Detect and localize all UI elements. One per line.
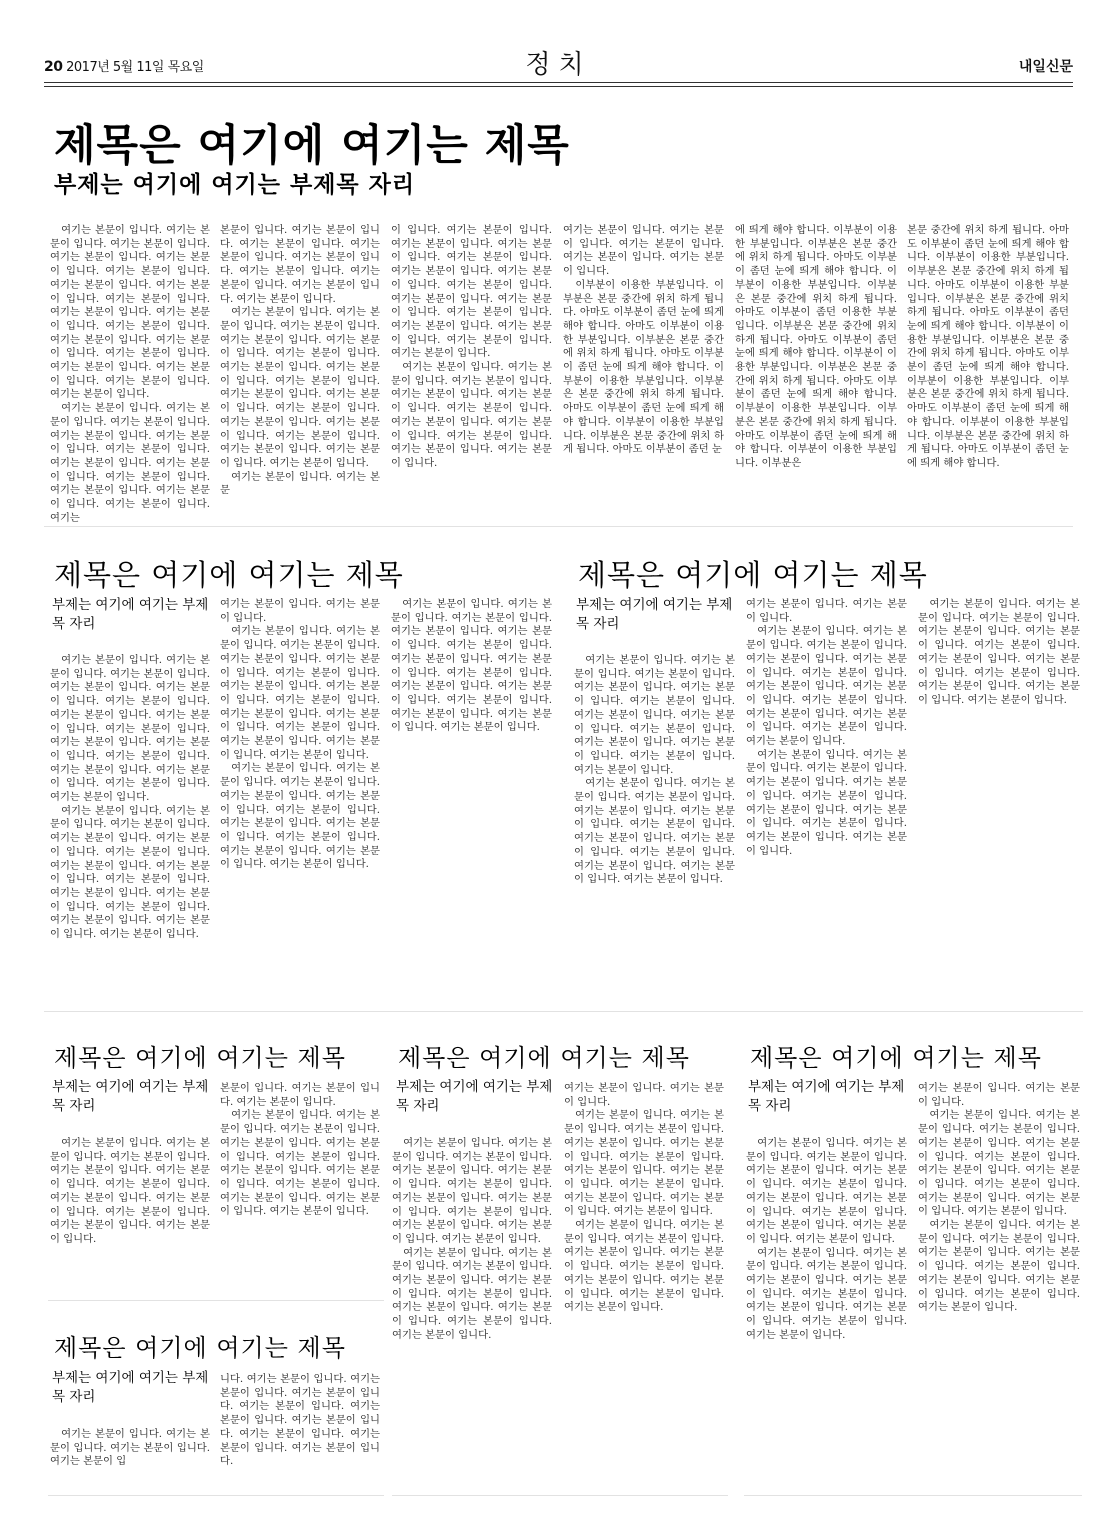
- lead-body-column: 여기는 본문이 입니다. 여기는 본문이 입니다. 여기는 본문이 입니다. 여기는 본문이 입니다. 여기는 본문이 입니다. 여기는 본문이 입니다. 여기는 본문이 입니다. 여기는 본문이 입니다. 여기는 본문이 입니다. 여기는 본문이 입니다. 여기는 본문이 입니다. 여기는 본문이 입니다. 여기는 본문이 입니다. 여기는 본문이 입니다. 여기는 본문이 입니다. 여기는 본문이 입니다. 여기는 본문이 입니다. 여기는 본문이 입니다. 여기는 본문이 입니다. 여기는 본문이 입니다. 여기는 본문이 입니다. 여기는 본문이 입니다. 여기는 본문이 입니다. 여기는 본문이 입니다. 여기는 본문이 입니다. 여기는 본문이 입니다. 여기는 본문이 입니다. 여기는 본문이 입니다. 여기는 본문이 입니다. 여기는 본문이 입니다. 여기는 본문이 입니다. 여기는: [50, 224, 210, 524]
- lead-body-column: 이 입니다. 여기는 본문이 입니다. 여기는 본문이 입니다. 여기는 본문이 입니다. 여기는 본문이 입니다. 여기는 본문이 입니다. 여기는 본문이 입니다. 여기는 본문이 입니다. 여기는 본문이 입니다. 여기는 본문이 입니다. 여기는 본문이 입니다. 여기는 본문이 입니다. 여기는 본문이 입니다. 여기는 본문이 입니다. 여기는 본문이 입니다. 여기는 본문이 입니다. 여기는 본문이 입니다. 여기는 본문이 입니다. 여기는 본문이 입니다. 여기는 본문이 입니다. 여기는 본문이 입니다. 여기는 본문이 입니다. 여기는 본문이 입니다. 여기는 본문이 입니다. 여기는 본문이 입니다. 여기는 본문이 입니다.: [391, 224, 552, 469]
- article-body-column: 본문이 입니다. 여기는 본문이 입니다. 여기는 본문이 입니다. 여기는 본문이 입니다. 여기는 본문이 입니다. 여기는 본문이 입니다. 여기는 본문이 입니다. 여기는 본문이 입니다. 여기는 본문이 입니다. 여기는 본문이 입니다. 여기는 본문이 입니다. 여기는 본문이 입니다. 여기는 본문이 입니다. 여기는 본문이 입니다. 여기는 본문이 입니다.: [220, 1082, 380, 1218]
- article-body-column: 여기는 본문이 입니다. 여기는 본문이 입니다. 여기는 본문이 입니다. 여기는 본문이 입니다. 여기는 본문이 입니다. 여기는 본문이 입니다. 여기는 본문이 입니다. 여기는 본문이 입니다. 여기는 본문이 입니다. 여기는 본문이 입니다. 여기는 본문이 입니다. 여기는 본문이 입니다. 여기는 본문이 입니다. 여기는 본문이 입니다. 여기는 본문이 입니다. 여기는 본문이 입니다. 여기는 본문이 입니다. 여기는 본문이 입니다. 여기는 본문이 입니다. 여기는 본문이 입니다. 여기는 본문이 입니다. 여기는 본문이 입니다.: [746, 1137, 907, 1341]
- section-divider: [392, 1495, 728, 1496]
- article-body-column: 여기는 본문이 입니다. 여기는 본문이 입니다. 여기는 본문이 입니다. 여기는 본문이 입니다. 여기는 본문이 입니다. 여기는 본문이 입니다. 여기는 본문이 입니다. 여기는 본문이 입니다. 여기는 본문이 입니다. 여기는 본문이 입니다. 여기는 본문이 입니다. 여기는 본문이 입니다. 여기는 본문이 입니다. 여기는 본문이 입니다. 여기는 본문이 입니다. 여기는 본문이 입니다. 여기는 본문이 입니다. 여기는 본문이 입니다. 여기는 본문이 입니다. 여기는 본문이 입니다. 여기는 본문이 입니다. 여기는 본문이 입니다. 여기는 본문이 입니다. 여기는 본문이 입니다. 여기는 본문이 입니다. 여기는 본문이 입니다.: [746, 598, 907, 857]
- article-body-column: 여기는 본문이 입니다. 여기는 본문이 입니다. 여기는 본문이 입니다. 여기는 본문이 입니다. 여기는 본문이 입니다. 여기는 본문이 입니다. 여기는 본문이 입니다. 여기는 본문이 입니다. 여기는 본문이 입니다. 여기는 본문이 입니다. 여기는 본문이 입니다. 여기는 본문이 입니다. 여기는 본문이 입니다. 여기는 본문이 입니다. 여기는 본문이 입니다. 여기는 본문이 입니다. 여기는 본문이 입니다. 여기는 본문이 입니다. 여기는 본문이 입니다. 여기는 본문이 입니다. 여기는 본문이 입니다. 여기는 본문이 입니다. 여기는 본문이 입니다. 여기는 본문이 입니다. 여기는 본문이 입니다. 여기는 본문이 입니다. 여기는 본문이 입니다. 여기는 본문이 입니다. 여기는 본문이 입니다.: [220, 598, 380, 871]
- article-headline: 제목은 여기에 여기는 제목: [54, 1044, 346, 1072]
- masthead-rule: [44, 86, 1073, 87]
- article-subheadline: 부제는 여기에 여기는 부제목 자리: [52, 597, 209, 632]
- article-body-column: 여기는 본문이 입니다. 여기는 본문이 입니다. 여기는 본문이 입니다. 여기는 본문이 입니다. 여기는 본문이 입니다. 여기는 본문이 입니다. 여기는 본문이 입니다. 여기는 본문이 입니다. 여기는 본문이 입니다. 여기는 본문이 입니다. 여기는 본문이 입니다. 여기는 본문이 입니다. 여기는 본문이 입니다. 여기는 본문이 입니다. 여기는 본문이 입니다. 여기는 본문이 입니다. 여기는 본문이 입니다. 여기는 본문이 입니다. 여기는 본문이 입니다. 여기는 본문이 입니다. 여기는 본문이 입니다. 여기는 본문이 입니다. 여기는 본문이 입니다. 여기는 본문이 입니다. 여기는 본문이 입니다. 여기는 본문이 입니다. 여기는 본문이 입니다. 여기는 본문이 입니다. 여기는 본문이 입니다. 여기는 본문이 입니다. 여기는 본문이 입니다.: [50, 654, 210, 941]
- article-subheadline: 부제는 여기에 여기는 부제목 자리: [748, 1079, 905, 1114]
- masthead-rule: [44, 82, 1073, 83]
- article-subheadline: 부제는 여기에 여기는 부제목 자리: [576, 597, 733, 632]
- lead-body-column: 여기는 본문이 입니다. 여기는 본문이 입니다. 여기는 본문이 입니다. 여기는 본문이 입니다. 여기는 본문이 입니다. 이부분이 이용한 부분입니다. 이부분은 본문 중간에 위치 하게 됩니다. 아마도 이부분이 좀던 눈에 띄게 해야 합니다. 아마도 이부분이 이용한 부분입니다. 이부분은 본문 중간에 위치 하게 됩니다. 아마도 이부분이 좀던 눈에 띄게 해야 합니다. 이부분이 이용한 부분입니다. 이부분은 본문 중간에 위치 하게 됩니다. 아마도 이부분이 좀던 눈에 띄게 해야 합니다. 이부분이 이용한 부분입니다. 이부분은 본문 중간에 위치 하게 됩니다. 아마도 이부분이 좀던 눈: [563, 224, 724, 456]
- article-headline: 제목은 여기에 여기는 제목: [578, 558, 928, 592]
- article-body-column: 여기는 본문이 입니다. 여기는 본문이 입니다. 여기는 본문이 입니다. 여기는 본문이 입니다. 여기는 본문이 입니다. 여기는 본문이 입니다. 여기는 본문이 입니다. 여기는 본문이 입니다. 여기는 본문이 입니다. 여기는 본문이 입니다. 여기는 본문이 입니다. 여기는 본문이 입니다. 여기는 본문이 입니다. 여기는 본문이 입니다. 여기는 본문이 입니다. 여기는 본문이 입니다. 여기는 본문이 입니다. 여기는 본문이 입니다. 여기는 본문이 입니다. 여기는 본문이 입니다. 여기는 본문이 입니다. 여기는 본문이 입니다. 여기는 본문이 입니다. 여기는 본문이 입니다.: [918, 1082, 1080, 1314]
- page-number: 20: [44, 59, 63, 75]
- article-body-column: 니다. 여기는 본문이 입니다. 여기는 본문이 입니다. 여기는 본문이 입니다. 여기는 본문이 입니다. 여기는 본문이 입니다. 여기는 본문이 입니다. 여기는 본문이 입니다. 여기는 본문이 입니다. 여기는 본문이 입니다.: [220, 1373, 380, 1468]
- article-headline: 제목은 여기에 여기는 제목: [750, 1044, 1042, 1072]
- lead-body-column: 본문 중간에 위치 하게 됩니다. 아마도 이부분이 좀던 눈에 띄게 해야 합니다. 이부분이 이용한 부분입니다. 이부분은 본문 중간에 위치 하게 됩니다. 아마도 이부분이 이용한 부분입니다. 이부분은 본문 중간에 위치 하게 됩니다. 아마도 이부분이 좀던 눈에 띄게 해야 합니다. 이부분이 이용한 부분입니다. 이부분은 본문 중간에 위치 하게 됩니다. 아마도 이부분이 좀던 눈에 띄게 해야 합니다. 이부분이 이용한 부분입니다. 이부분은 본문 중간에 위치 하게 됩니다. 아마도 이부분이 좀던 눈에 띄게 해야 합니다. 이부분이 이용한 부분입니다. 이부분은 본문 중간에 위치 하게 됩니다. 아마도 이부분이 좀던 눈에 띄게 해야 합니다.: [907, 224, 1069, 469]
- section-divider: [48, 1300, 384, 1301]
- section-divider: [744, 1495, 1082, 1496]
- section-divider: [44, 1011, 1083, 1012]
- article-headline: 제목은 여기에 여기는 제목: [54, 1334, 346, 1362]
- article-headline: 제목은 여기에 여기는 제목: [398, 1044, 690, 1072]
- lead-headline: 제목은 여기에 여기는 제목: [54, 121, 570, 171]
- article-body-column: 여기는 본문이 입니다. 여기는 본문이 입니다. 여기는 본문이 입니다. 여기는 본문이 입니다. 여기는 본문이 입니다. 여기는 본문이 입니다. 여기는 본문이 입니다. 여기는 본문이 입니다. 여기는 본문이 입니다. 여기는 본문이 입니다. 여기는 본문이 입니다. 여기는 본문이 입니다. 여기는 본문이 입니다. 여기는 본문이 입니다. 여기는 본문이 입니다. 여기는 본문이 입니다. 여기는 본문이 입니다. 여기는 본문이 입니다. 여기는 본문이 입니다. 여기는 본문이 입니다. 여기는 본문이 입니다. 여기는 본문이 입니다.: [392, 1137, 552, 1341]
- article-body-column: 여기는 본문이 입니다. 여기는 본문이 입니다. 여기는 본문이 입니다. 여기는 본문이 입니다. 여기는 본문이 입니다. 여기는 본문이 입니다. 여기는 본문이 입니다. 여기는 본문이 입니다. 여기는 본문이 입니다. 여기는 본문이 입니다. 여기는 본문이 입니다. 여기는 본문이 입니다. 여기는 본문이 입니다. 여기는 본문이 입니다. 여기는 본문이 입니다.: [391, 598, 552, 734]
- paper-name: 내일신문: [1018, 59, 1073, 75]
- article-body-column: 여기는 본문이 입니다. 여기는 본문이 입니다. 여기는 본문이 입니다. 여기는 본문이 입니다. 여기는 본문이 입니다. 여기는 본문이 입니다. 여기는 본문이 입니다. 여기는 본문이 입니다. 여기는 본문이 입니다. 여기는 본문이 입니다. 여기는 본문이 입니다. 여기는 본문이 입니다. 여기는 본문이 입니다. 여기는 본문이 입니다. 여기는 본문이 입니다. 여기는 본문이 입니다. 여기는 본문이 입니다. 여기는 본문이 입니다. 여기는 본문이 입니다. 여기는 본문이 입니다. 여기는 본문이 입니다. 여기는 본문이 입니다. 여기는 본문이 입니다. 여기는 본문이 입니다. 여기는 본문이 입니다.: [574, 654, 735, 886]
- section-divider: [48, 1495, 384, 1496]
- article-subheadline: 부제는 여기에 여기는 부제목 자리: [52, 1370, 209, 1405]
- article-body-column: 여기는 본문이 입니다. 여기는 본문이 입니다. 여기는 본문이 입니다. 여기는 본문이 입니다. 여기는 본문이 입니다. 여기는 본문이 입니다. 여기는 본문이 입니다. 여기는 본문이 입니다. 여기는 본문이 입니다. 여기는 본문이 입니다. 여기는 본문이 입니다. 여기는 본문이 입니다.: [918, 598, 1080, 706]
- article-subheadline: 부제는 여기에 여기는 부제목 자리: [396, 1079, 553, 1114]
- section-name: 정치: [525, 50, 592, 80]
- section-divider: [44, 526, 1073, 527]
- article-body-column: 여기는 본문이 입니다. 여기는 본문이 입니다. 여기는 본문이 입니다. 여기는 본문이 입니다. 여기는 본문이 입니다. 여기는 본문이 입니다. 여기는 본문이 입니다. 여기는 본문이 입니다. 여기는 본문이 입니다. 여기는 본문이 입니다. 여기는 본문이 입니다.: [50, 1137, 210, 1245]
- lead-body-column: 에 띄게 해야 합니다. 이부분이 이용한 부분입니다. 이부분은 본문 중간에 위치 하게 됩니다. 아마도 이부분이 좀던 눈에 띄게 해야 합니다. 이부분이 이용한 부분입니다. 이부분은 본문 중간에 위치 하게 됩니다. 아마도 이부분이 좀던 이용한 부분입니다. 이부분은 본문 중간에 위치 하게 됩니다. 아마도 이부분이 좀던 눈에 띄게 해야 합니다. 이부분이 이용한 부분입니다. 이부분은 본문 중간에 위치 하게 됩니다. 아마도 이부분이 좀던 눈에 띄게 해야 합니다. 이부분이 이용한 부분입니다. 이부분은 본문 중간에 위치 하게 됩니다. 아마도 이부분이 좀던 눈에 띄게 해야 합니다. 이부분이 이용한 부분입니다. 이부분은: [735, 224, 897, 469]
- issue-date: 2017년 5월 11일 목요일: [66, 60, 204, 75]
- article-headline: 제목은 여기에 여기는 제목: [54, 558, 404, 592]
- lead-subheadline: 부제는 여기에 여기는 부제목 자리: [54, 172, 416, 198]
- article-body-column: 여기는 본문이 입니다. 여기는 본문이 입니다. 여기는 본문이 입니다. 여기는 본문이 입: [50, 1428, 210, 1468]
- article-subheadline: 부제는 여기에 여기는 부제목 자리: [52, 1079, 209, 1114]
- article-body-column: 여기는 본문이 입니다. 여기는 본문이 입니다. 여기는 본문이 입니다. 여기는 본문이 입니다. 여기는 본문이 입니다. 여기는 본문이 입니다. 여기는 본문이 입니다. 여기는 본문이 입니다. 여기는 본문이 입니다. 여기는 본문이 입니다. 여기는 본문이 입니다. 여기는 본문이 입니다. 여기는 본문이 입니다. 여기는 본문이 입니다. 여기는 본문이 입니다. 여기는 본문이 입니다. 여기는 본문이 입니다. 여기는 본문이 입니다. 여기는 본문이 입니다. 여기는 본문이 입니다. 여기는 본문이 입니다. 여기는 본문이 입니다. 여기는 본문이 입니다. 여기는 본문이 입니다.: [564, 1082, 724, 1314]
- lead-body-column: 본문이 입니다. 여기는 본문이 입니다. 여기는 본문이 입니다. 여기는 본문이 입니다. 여기는 본문이 입니다. 여기는 본문이 입니다. 여기는 본문이 입니다. 여기는 본문이 입니다. 여기는 본문이 입니다. 여기는 본문이 입니다. 여기는 본문이 입니다. 여기는 본문이 입니다. 여기는 본문이 입니다. 여기는 본문이 입니다. 여기는 본문이 입니다. 여기는 본문이 입니다. 여기는 본문이 입니다. 여기는 본문이 입니다. 여기는 본문이 입니다. 여기는 본문이 입니다. 여기는 본문이 입니다. 여기는 본문이 입니다. 여기는 본문이 입니다. 여기는 본문이 입니다. 여기는 본문이 입니다. 여기는 본문이 입니다. 여기는 본문이 입니다. 여기는 본문이 입니다. 여기는 본문: [220, 224, 380, 497]
